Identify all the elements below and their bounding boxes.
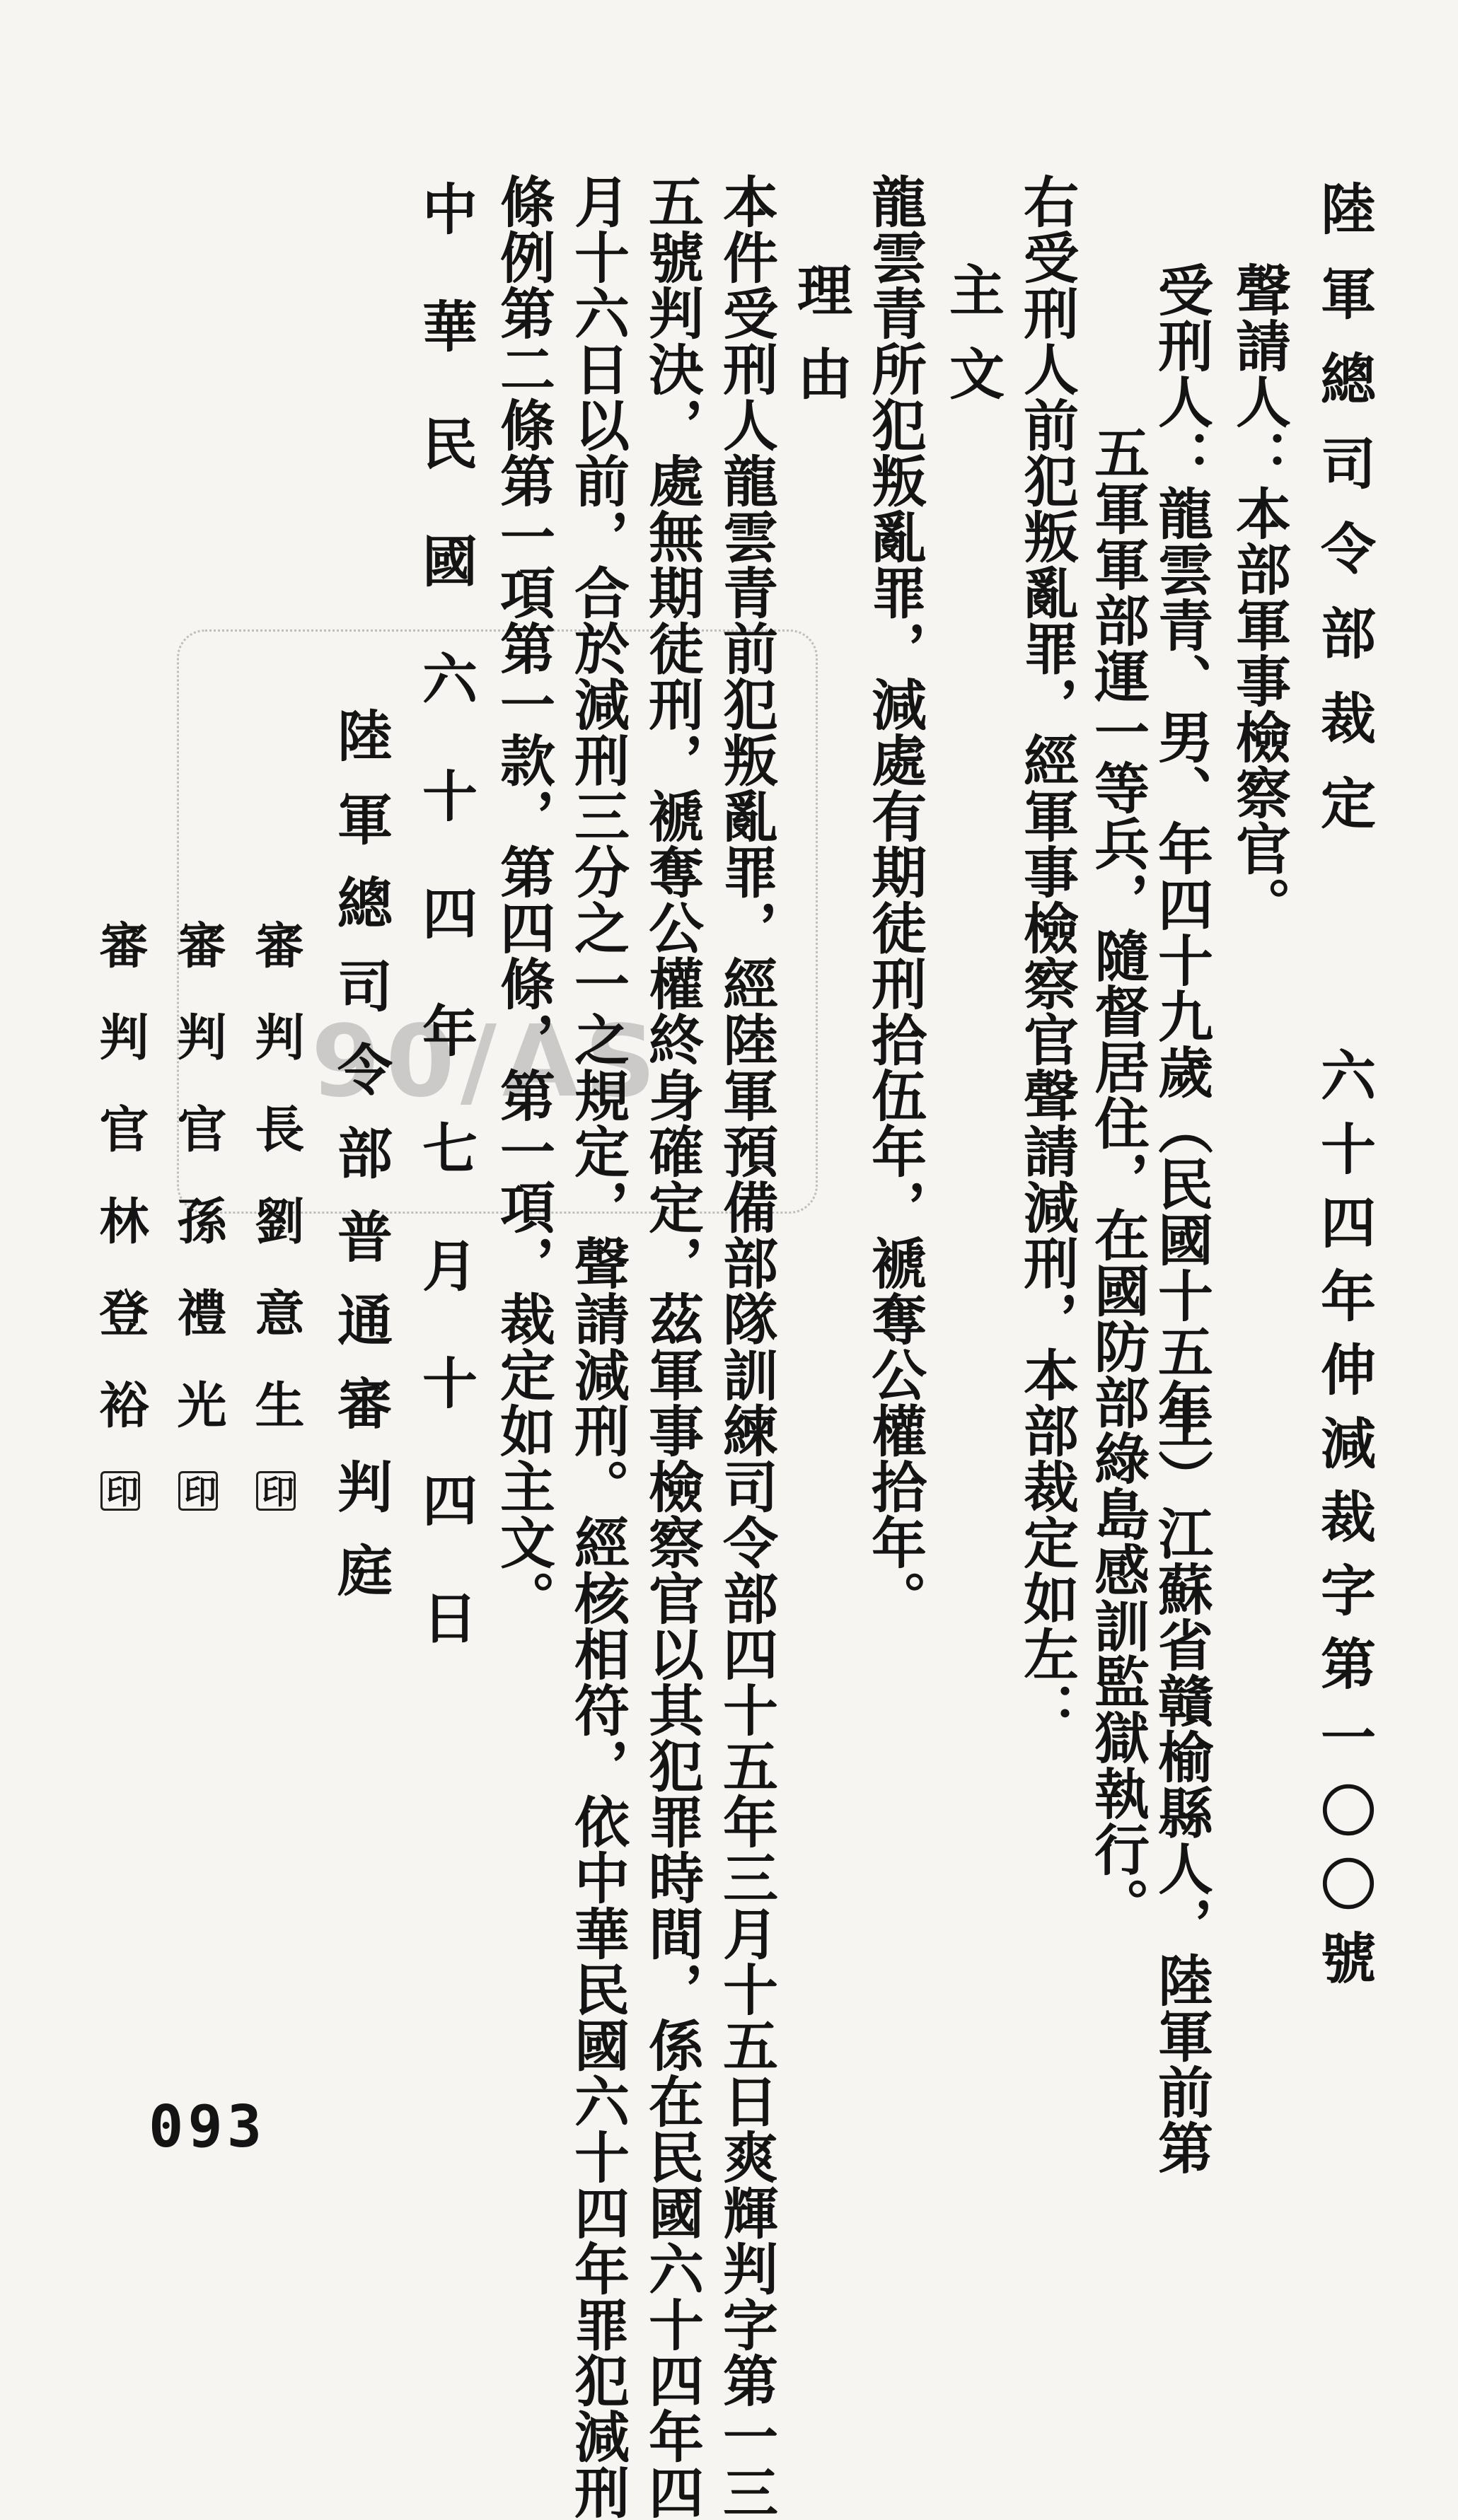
judge-2-seal: 印 (178, 1471, 218, 1511)
judge-1-seal: 印 (256, 1471, 296, 1511)
judge-2-title: 審判官 (169, 919, 228, 1195)
judge-3-name: 林登裕 (91, 1195, 150, 1471)
judge-1-title: 審判長 (247, 919, 306, 1195)
preamble: 右受刑人前犯叛亂罪，經軍事檢察官聲請減刑，本部裁定如左： (1014, 173, 1079, 1738)
archive-stamp-text: 90/AS (311, 1004, 662, 1120)
judge-2-name: 孫禮光 (169, 1195, 228, 1471)
convict-line-1: 受刑人：龍雲青、男、年四十九歲（民國十五年 (1149, 262, 1213, 1435)
document-title: 陸軍總司令部裁定 (1312, 180, 1376, 859)
reason-line-1: 本件受刑人龍雲青前犯叛亂罪，經陸軍預備部隊訓練司令部四十五年三月十五日爽輝判字第一三 (714, 173, 778, 2520)
document-date: 中華民國六十四年七月十四日 (413, 180, 478, 1707)
court-name: 陸軍總司令部普通審判庭 (328, 707, 393, 1625)
heading-main-text: 主文 (940, 262, 1005, 429)
judge-1-name: 劉意生 (247, 1195, 306, 1471)
judge-3-title: 審判官 (91, 919, 150, 1195)
judge-2 (169, 919, 228, 1511)
judge-1 (247, 919, 306, 1511)
page-number: 093 (149, 2094, 267, 2161)
main-text: 龍雲青所犯叛亂罪，減處有期徒刑拾伍年，褫奪公權拾年。 (862, 173, 927, 1626)
reason-line-4: 條例第二條第一項第一款，第四條，第一項，裁定如主文。 (491, 173, 555, 1626)
judge-3-seal: 印 (100, 1471, 140, 1511)
judge-3 (91, 919, 150, 1511)
document-number: 六十四年伸減裁字第一〇〇號 (1312, 1047, 1376, 2003)
reason-line-2: 五號判決，處無期徒刑，褫奪公權終身確定，茲軍事檢察官以其犯罪時間，係在民國六十四年四 (640, 173, 704, 2520)
convict-line-1b: 生）江蘇省贛榆縣人，陸軍前第 (1149, 1393, 1213, 2176)
heading-reason: 理由 (788, 262, 852, 429)
convict-line-2: 五軍軍部運一等兵，隨督居住，在國防部綠島感訓監獄執行。 (1085, 424, 1150, 1933)
applicant-line: 聲請人：本部軍事檢察官。 (1227, 262, 1291, 932)
reason-line-3: 月十六日以前，合於減刑三分之一之規定，聲請減刑。經核相符，依中華民國六十四年罪犯減刑 (565, 173, 630, 2520)
